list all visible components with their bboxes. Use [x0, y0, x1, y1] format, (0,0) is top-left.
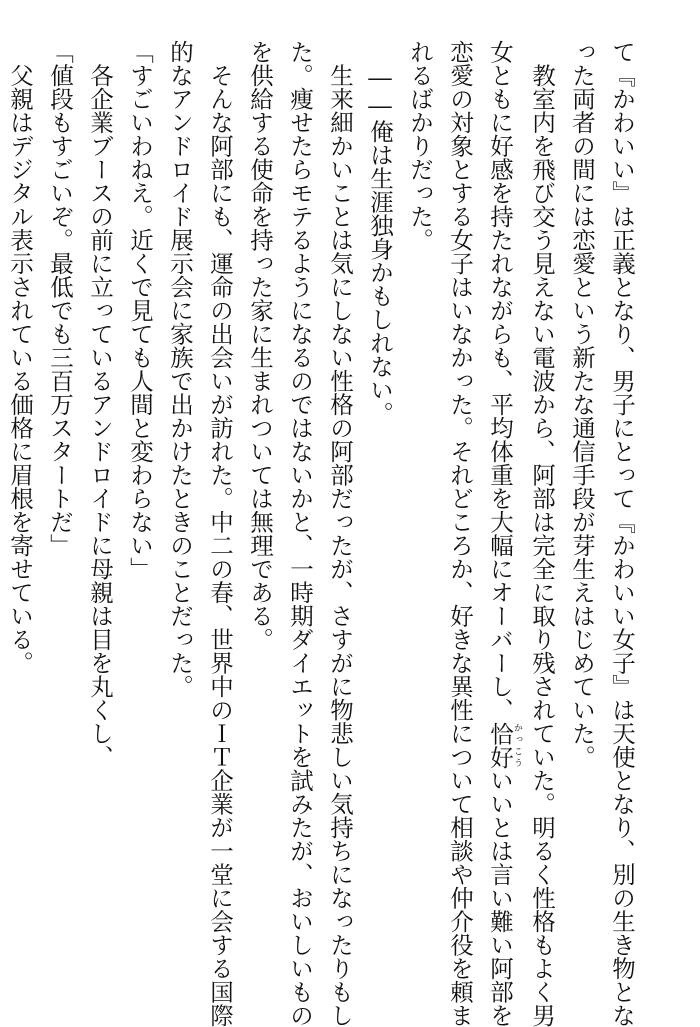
text-line-5: 恋愛の対象とする女子はいなかった。それどころか、好きな異性について相談や仲介役を頼ま	[440, 40, 480, 980]
text-line-12: 的なアンドロイド展示会に家族で出かけたときのことだった。	[160, 40, 200, 980]
text-line-10: を供給する使命を持った家に生まれついては無理である。	[240, 40, 280, 980]
text-line-3: 教室内を飛び交う見えない電波から、阿部は完全に取り残されていた。明るく性格もよく男	[522, 40, 562, 980]
ruby-base: 恰好	[486, 722, 514, 769]
text-line-13: 「すごいわねえ。近くで見ても人間と変わらない」	[120, 40, 160, 980]
text-line-6: れるばかりだった。	[400, 40, 440, 980]
text-line-14: 各企業ブースの前に立っているアンドロイドに母親は目を丸くし、	[80, 40, 120, 980]
text-line-2: った両者の間には恋愛という新たな通信手段が芽生えはじめていた。	[562, 40, 602, 980]
ruby-kakkou	[486, 722, 514, 769]
text-line-9: た。痩せたらモテるようになるのではないかと、一時期ダイエットを試みたが、おいしいもの	[280, 40, 320, 980]
ruby-reading: かっこう	[512, 722, 522, 769]
text-line-15: 「値段もすごいぞ。最低でも三百万スタートだ」	[40, 40, 80, 980]
text-line-8: 生来細かいことは気にしない性格の阿部だったが、さすがに物悲しい気持ちになったりもし	[320, 40, 360, 980]
text-line-1: て『かわいい』は正義となり、男子にとって『かわいい女子』は天使となり、別の生き物とな	[602, 40, 642, 980]
text-line-4-part-2: いいとは言い難い阿部を	[486, 769, 514, 1027]
text-line-4	[480, 40, 522, 980]
text-line-16: 父親はデジタル表示されている価格に眉根を寄せている。	[0, 40, 40, 980]
vertical-text-block	[0, 40, 642, 980]
text-line-7: ――俺は生涯独身かもしれない。	[360, 40, 400, 980]
text-line-4-part-1: 女ともに好感を持たれながらも、平均体重を大幅にオーバーし、	[486, 40, 514, 722]
text-line-11: そんな阿部にも、運命の出会いが訪れた。中二の春、世界中のＩＴ企業が一堂に会する国際	[200, 40, 240, 980]
